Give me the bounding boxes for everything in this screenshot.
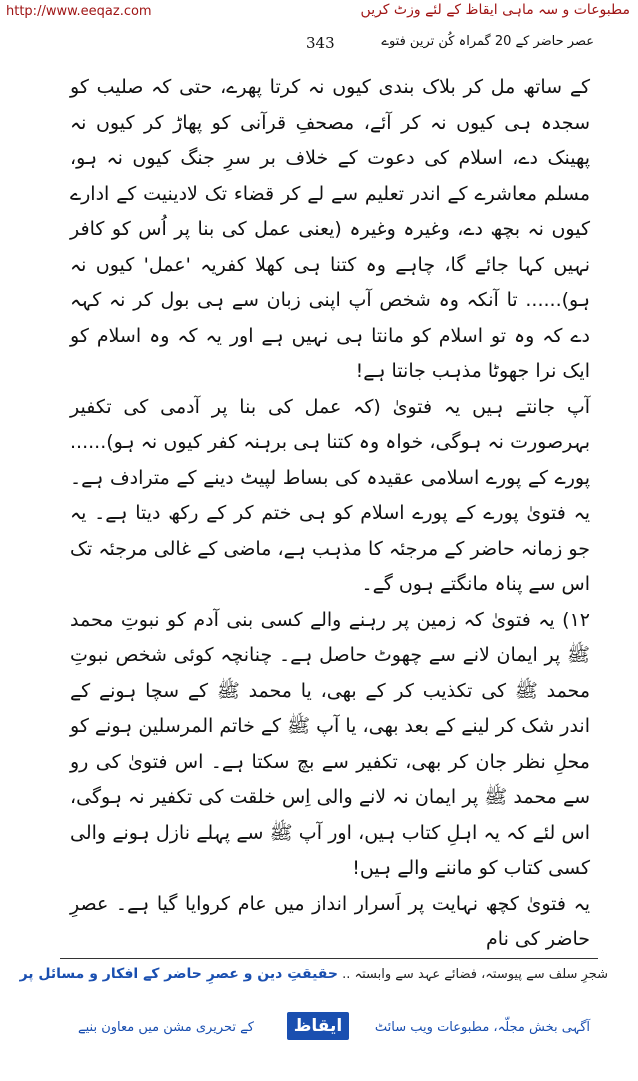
footer-divider bbox=[60, 958, 598, 959]
running-head bbox=[0, 26, 638, 56]
website-url-link[interactable]: http://www.eeqaz.com bbox=[6, 4, 152, 19]
top-banner bbox=[0, 0, 638, 22]
body-text bbox=[70, 70, 590, 958]
paragraph-2: آپ جانتے ہیں یہ فتویٰ (کہ عمل کی بنا پر آدمی کی تکفیر بہرصورت نہ ہوگی، خواہ وہ کتنا ہی برہنہ کفر کیوں نہ ہو)...... پورے کے پورے اسلامی عقیدہ کی بساط لپیٹ دینے کے مترادف ہے۔ یہ فتویٰ پورے کے پورے اسلام کو ہی ختم کر کے رکھ دیتا ہے۔ یہ جو زمانہ حاضر کے مرجئہ کا مذہب ہے، ماضی کے غالی مرجئہ تک اس سے پناہ مانگتے ہوں گے۔ bbox=[70, 395, 590, 595]
footer-tagline bbox=[19, 966, 608, 990]
book-title: عصر حاضر کے 20 گمراہ کُن ترین فتوے bbox=[381, 34, 594, 49]
paragraph-1: کے ساتھ مل کر بلاک بندی کیوں نہ کرتا پھرے، حتی کہ صلیب کو سجدہ ہی کیوں نہ کر آئے، مصحفِ قرآنی کو پھاڑ کر کیوں نہ پھینک دے، اسلام کی دعوت کے خلاف بر سرِ جنگ کیوں نہ ہو، مسلم معاشرے کے اندر تعلیم سے لے کر قضاء تک لادینیت کے ادارے کیوں نہ بچھ دے، وغیرہ وغیرہ (یعنی عمل کی بنا پر اُس کو کافر نہیں کہا جائے گا، چاہے وہ کتنا ہی کھلا کفریہ 'عمل' کیوں نہ ہو)...... تا آنکہ وہ شخص آپ اپنی زبان سے ہی بول کر نہ کہہ دے کہ وہ تو اسلام کو مانتا ہی نہیں ہے اور یہ کہ وہ اسلام کو ایک نرا جھوٹا مذہب جانتا ہے! bbox=[70, 76, 590, 382]
paragraph-3: ۱۲) یہ فتویٰ کہ زمین پر رہنے والے کسی بنی آدم کو نبوتِ محمد ﷺ پر ایمان لانے سے چھوٹ حاصل ہے۔ چنانچہ کوئی شخص نبوتِ محمد ﷺ کی تکذیب کر کے بھی، یا محمد ﷺ کے سچا ہونے کے اندر شک کر لینے کے بعد بھی، یا آپ ﷺ کے خاتم المرسلین ہونے کو محلِ نظر جان کر بھی، تکفیر سے بچ سکتا ہے۔ اس فتویٰ کی رو سے محمد ﷺ پر ایمان نہ لانے والی اِس خلقت کی تکفیر نہ ہوگی، اس لئے کہ یہ اہلِ کتاب ہیں، اور آپ ﷺ سے پہلے نازل ہونے والی کسی کتاب کو ماننے والے ہیں! bbox=[70, 608, 590, 879]
footer-promo bbox=[30, 1010, 608, 1046]
eeqaz-logo: ایقاظ bbox=[287, 1012, 349, 1040]
paragraph-4: یہ فتویٰ کچھ نہایت پر اَسرار انداز میں عام کروایا گیا ہے۔ عصرِ حاضر کی نام bbox=[70, 892, 590, 950]
footer-promo-left: کے تحریری مشن میں معاون بنیے bbox=[78, 1020, 254, 1035]
footer-tagline-part1: شجرِ سلف سے پیوستہ، فضائے عہد سے وابستہ .. bbox=[342, 967, 608, 982]
ad-text: مطبوعات و سہ ماہی ایقاظ کے لئے وزٹ کریں bbox=[360, 2, 630, 18]
footer-tagline-part2: حقیقتِ دین و عصرِ حاضر کے افکار و مسائل پر bbox=[19, 966, 338, 982]
page-number: 343 bbox=[306, 34, 335, 52]
footer-promo-right: آگہی بخش مجلّہ، مطبوعات ویب سائٹ bbox=[374, 1020, 590, 1035]
